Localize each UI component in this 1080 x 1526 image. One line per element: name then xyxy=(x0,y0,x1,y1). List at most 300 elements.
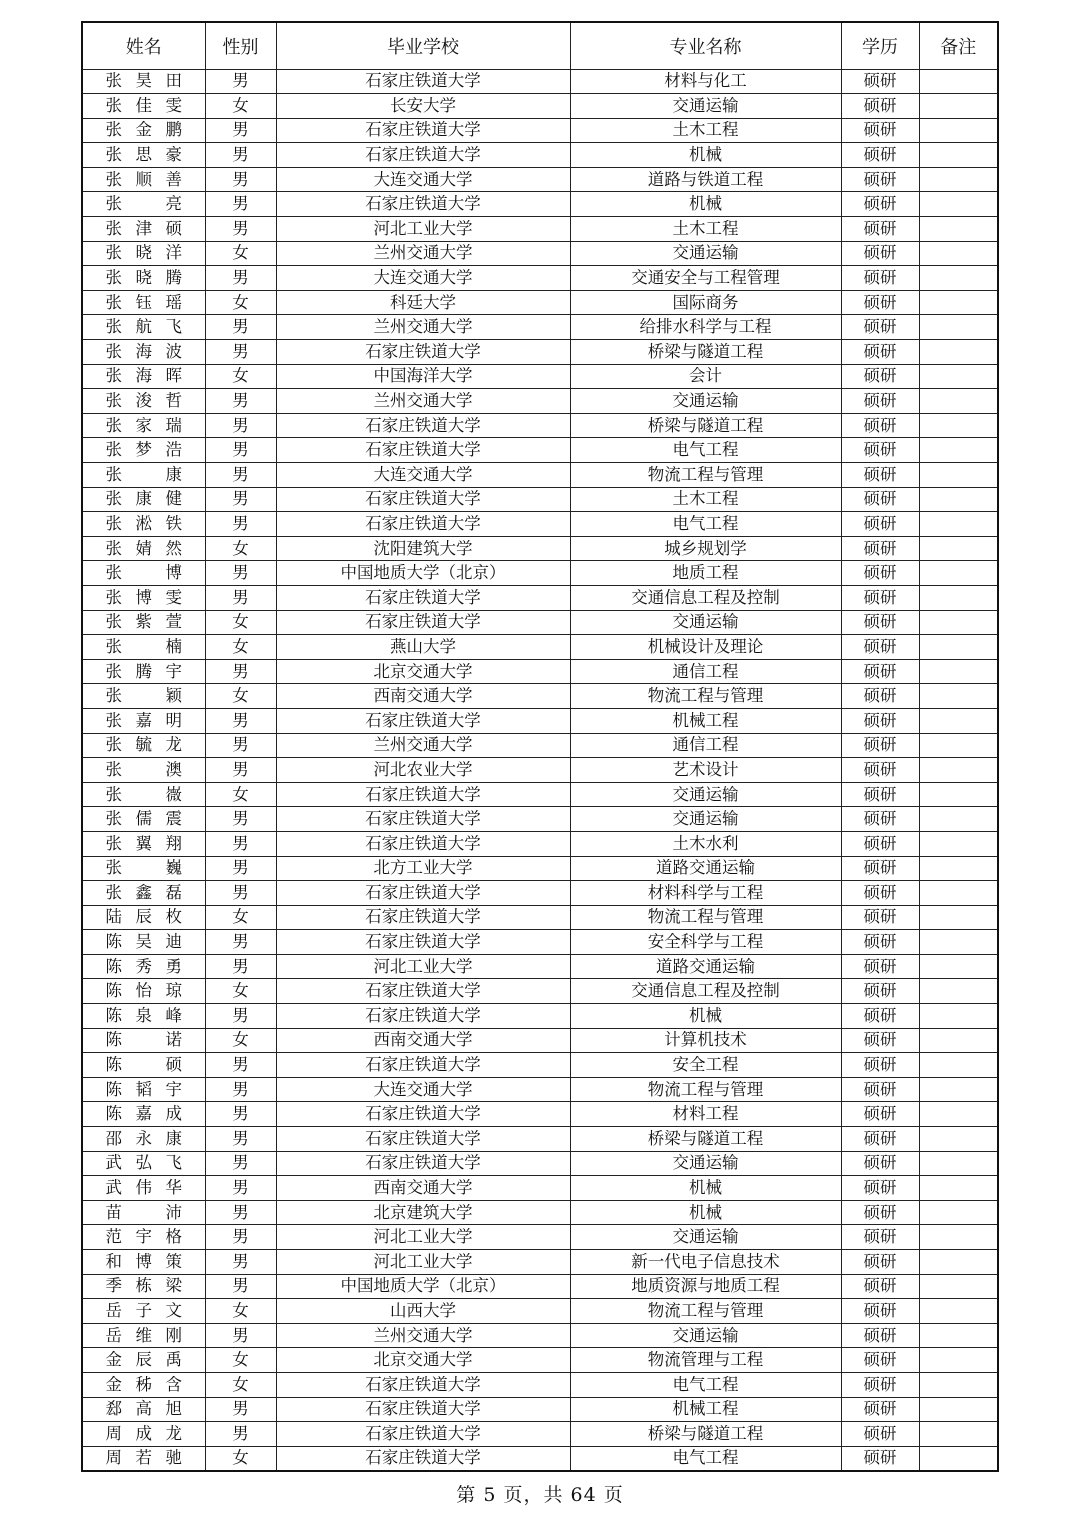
name-cell xyxy=(82,1397,205,1422)
school-cell: 石家庄铁道大学 xyxy=(276,1151,570,1176)
table-row xyxy=(82,167,998,192)
name-cell xyxy=(82,561,205,586)
table-row xyxy=(82,241,998,266)
remark-cell xyxy=(919,118,998,143)
remark-cell xyxy=(919,1274,998,1299)
degree-cell: 硕研 xyxy=(841,1004,919,1029)
gender-cell: 男 xyxy=(205,1127,276,1152)
table-row xyxy=(82,94,998,119)
school-cell: 大连交通大学 xyxy=(276,1077,570,1102)
school-cell: 石家庄铁道大学 xyxy=(276,143,570,168)
school-cell: 兰州交通大学 xyxy=(276,389,570,414)
table-row xyxy=(82,340,998,365)
degree-cell: 硕研 xyxy=(841,610,919,635)
person-name: 金 辰 禹 xyxy=(105,1350,182,1370)
name-cell xyxy=(82,413,205,438)
degree-cell: 硕研 xyxy=(841,438,919,463)
remark-cell xyxy=(919,192,998,217)
gender-cell: 女 xyxy=(205,1446,276,1471)
table-row xyxy=(82,856,998,881)
school-cell: 石家庄铁道大学 xyxy=(276,192,570,217)
gender-cell: 男 xyxy=(205,487,276,512)
major-cell: 交通运输 xyxy=(570,610,841,635)
table-row xyxy=(82,610,998,635)
major-cell: 安全工程 xyxy=(570,1053,841,1078)
header-gender: 性别 xyxy=(205,22,276,69)
name-cell xyxy=(82,290,205,315)
name-cell xyxy=(82,364,205,389)
remark-cell xyxy=(919,1397,998,1422)
name-cell xyxy=(82,143,205,168)
degree-cell: 硕研 xyxy=(841,807,919,832)
person-name: 苗 沛 xyxy=(105,1202,182,1222)
table-row xyxy=(82,438,998,463)
name-cell xyxy=(82,1127,205,1152)
name-cell xyxy=(82,1004,205,1029)
remark-cell xyxy=(919,856,998,881)
remark-cell xyxy=(919,1028,998,1053)
table-row xyxy=(82,1200,998,1225)
school-cell: 石家庄铁道大学 xyxy=(276,1053,570,1078)
person-name: 张 淞 铁 xyxy=(105,513,182,533)
school-cell: 北京交通大学 xyxy=(276,1348,570,1373)
major-cell: 地质资源与地质工程 xyxy=(570,1274,841,1299)
major-cell: 物流工程与管理 xyxy=(570,463,841,488)
degree-cell: 硕研 xyxy=(841,118,919,143)
table-row xyxy=(82,1250,998,1275)
remark-cell xyxy=(919,979,998,1004)
major-cell: 土木工程 xyxy=(570,487,841,512)
table-row xyxy=(82,807,998,832)
major-cell: 国际商务 xyxy=(570,290,841,315)
table-row xyxy=(82,1225,998,1250)
school-cell: 中国地质大学（北京） xyxy=(276,1274,570,1299)
person-name: 邵 永 康 xyxy=(105,1128,182,1148)
degree-cell: 硕研 xyxy=(841,635,919,660)
header-degree: 学历 xyxy=(841,22,919,69)
table-row xyxy=(82,905,998,930)
degree-cell: 硕研 xyxy=(841,659,919,684)
major-cell: 材料科学与工程 xyxy=(570,881,841,906)
remark-cell xyxy=(919,512,998,537)
school-cell: 石家庄铁道大学 xyxy=(276,979,570,1004)
remark-cell xyxy=(919,364,998,389)
name-cell xyxy=(82,954,205,979)
person-name: 张 佳 雯 xyxy=(105,95,182,115)
major-cell: 给排水科学与工程 xyxy=(570,315,841,340)
school-cell: 石家庄铁道大学 xyxy=(276,881,570,906)
major-cell: 交通运输 xyxy=(570,1323,841,1348)
table-row xyxy=(82,1422,998,1447)
major-cell: 新一代电子信息技术 xyxy=(570,1250,841,1275)
gender-cell: 女 xyxy=(205,979,276,1004)
name-cell xyxy=(82,1372,205,1397)
remark-cell xyxy=(919,758,998,783)
school-cell: 石家庄铁道大学 xyxy=(276,1127,570,1152)
remark-cell xyxy=(919,536,998,561)
table-row xyxy=(82,413,998,438)
gender-cell: 男 xyxy=(205,413,276,438)
name-cell xyxy=(82,389,205,414)
major-cell: 通信工程 xyxy=(570,733,841,758)
table-row xyxy=(82,954,998,979)
person-name: 张 钰 瑶 xyxy=(105,292,182,312)
person-name: 张 颖 xyxy=(105,686,182,706)
school-cell: 石家庄铁道大学 xyxy=(276,487,570,512)
school-cell: 石家庄铁道大学 xyxy=(276,807,570,832)
person-name: 武 弘 飞 xyxy=(105,1153,182,1173)
major-cell: 机械 xyxy=(570,1004,841,1029)
remark-cell xyxy=(919,1422,998,1447)
school-cell: 山西大学 xyxy=(276,1299,570,1324)
remark-cell xyxy=(919,290,998,315)
school-cell: 石家庄铁道大学 xyxy=(276,1102,570,1127)
school-cell: 石家庄铁道大学 xyxy=(276,413,570,438)
degree-cell: 硕研 xyxy=(841,1422,919,1447)
gender-cell: 男 xyxy=(205,1323,276,1348)
remark-cell xyxy=(919,1176,998,1201)
major-cell: 桥梁与隧道工程 xyxy=(570,1422,841,1447)
remark-cell xyxy=(919,831,998,856)
school-cell: 石家庄铁道大学 xyxy=(276,831,570,856)
remark-cell xyxy=(919,487,998,512)
gender-cell: 男 xyxy=(205,954,276,979)
table-row xyxy=(82,217,998,242)
remark-cell xyxy=(919,684,998,709)
school-cell: 河北工业大学 xyxy=(276,1250,570,1275)
major-cell: 交通信息工程及控制 xyxy=(570,585,841,610)
gender-cell: 男 xyxy=(205,217,276,242)
person-name: 张 巍 xyxy=(105,858,182,878)
person-name: 陈 泉 峰 xyxy=(105,1005,182,1025)
remark-cell xyxy=(919,733,998,758)
gender-cell: 男 xyxy=(205,1151,276,1176)
name-cell xyxy=(82,1422,205,1447)
person-name: 周 成 龙 xyxy=(105,1423,182,1443)
name-cell xyxy=(82,340,205,365)
remark-cell xyxy=(919,413,998,438)
gender-cell: 男 xyxy=(205,167,276,192)
degree-cell: 硕研 xyxy=(841,463,919,488)
gender-cell: 男 xyxy=(205,1053,276,1078)
remark-cell xyxy=(919,1348,998,1373)
degree-cell: 硕研 xyxy=(841,290,919,315)
person-name: 张 康 xyxy=(105,464,182,484)
name-cell xyxy=(82,536,205,561)
name-cell xyxy=(82,831,205,856)
table-row xyxy=(82,831,998,856)
name-cell xyxy=(82,930,205,955)
header-school: 毕业学校 xyxy=(276,22,570,69)
gender-cell: 男 xyxy=(205,758,276,783)
name-cell xyxy=(82,1176,205,1201)
person-name: 岳 子 文 xyxy=(105,1300,182,1320)
person-name: 陈 硕 xyxy=(105,1055,182,1075)
remark-cell xyxy=(919,69,998,94)
degree-cell: 硕研 xyxy=(841,1200,919,1225)
table-row xyxy=(82,1446,998,1471)
degree-cell: 硕研 xyxy=(841,1077,919,1102)
table-row xyxy=(82,1053,998,1078)
name-cell xyxy=(82,635,205,660)
table-row xyxy=(82,1397,998,1422)
remark-cell xyxy=(919,954,998,979)
name-cell xyxy=(82,69,205,94)
gender-cell: 男 xyxy=(205,856,276,881)
degree-cell: 硕研 xyxy=(841,512,919,537)
table-body xyxy=(82,69,998,1471)
gender-cell: 男 xyxy=(205,118,276,143)
major-cell: 机械工程 xyxy=(570,1397,841,1422)
remark-cell xyxy=(919,635,998,660)
table-row xyxy=(82,1299,998,1324)
table-row xyxy=(82,118,998,143)
remark-cell xyxy=(919,143,998,168)
remark-cell xyxy=(919,1250,998,1275)
person-name: 陈 韬 宇 xyxy=(105,1079,182,1099)
degree-cell: 硕研 xyxy=(841,1102,919,1127)
person-name: 张 思 豪 xyxy=(105,145,182,165)
degree-cell: 硕研 xyxy=(841,1151,919,1176)
person-name: 范 宇 格 xyxy=(105,1227,182,1247)
school-cell: 河北工业大学 xyxy=(276,217,570,242)
school-cell: 石家庄铁道大学 xyxy=(276,1446,570,1471)
gender-cell: 女 xyxy=(205,610,276,635)
remark-cell xyxy=(919,1053,998,1078)
table-row xyxy=(82,585,998,610)
degree-cell: 硕研 xyxy=(841,1274,919,1299)
person-name: 张 嘉 明 xyxy=(105,710,182,730)
gender-cell: 男 xyxy=(205,266,276,291)
table-row xyxy=(82,143,998,168)
school-cell: 石家庄铁道大学 xyxy=(276,930,570,955)
major-cell: 土木工程 xyxy=(570,118,841,143)
gender-cell: 男 xyxy=(205,585,276,610)
remark-cell xyxy=(919,241,998,266)
major-cell: 交通运输 xyxy=(570,241,841,266)
person-name: 张 儒 震 xyxy=(105,809,182,829)
major-cell: 交通运输 xyxy=(570,1225,841,1250)
gender-cell: 男 xyxy=(205,1176,276,1201)
school-cell: 河北工业大学 xyxy=(276,954,570,979)
table-row xyxy=(82,733,998,758)
degree-cell: 硕研 xyxy=(841,340,919,365)
major-cell: 道路交通运输 xyxy=(570,954,841,979)
gender-cell: 男 xyxy=(205,192,276,217)
major-cell: 道路交通运输 xyxy=(570,856,841,881)
major-cell: 交通安全与工程管理 xyxy=(570,266,841,291)
gender-cell: 男 xyxy=(205,708,276,733)
table-row xyxy=(82,1102,998,1127)
name-cell xyxy=(82,659,205,684)
degree-cell: 硕研 xyxy=(841,856,919,881)
major-cell: 电气工程 xyxy=(570,1372,841,1397)
major-cell: 会计 xyxy=(570,364,841,389)
remark-cell xyxy=(919,1372,998,1397)
name-cell xyxy=(82,487,205,512)
remark-cell xyxy=(919,315,998,340)
person-name: 张 航 飞 xyxy=(105,317,182,337)
school-cell: 石家庄铁道大学 xyxy=(276,340,570,365)
gender-cell: 男 xyxy=(205,659,276,684)
remark-cell xyxy=(919,1446,998,1471)
school-cell: 大连交通大学 xyxy=(276,463,570,488)
degree-cell: 硕研 xyxy=(841,1348,919,1373)
remark-cell xyxy=(919,561,998,586)
table-row xyxy=(82,315,998,340)
name-cell xyxy=(82,1274,205,1299)
name-cell xyxy=(82,856,205,881)
table-row xyxy=(82,881,998,906)
table-row xyxy=(82,1004,998,1029)
person-name: 张 金 鹏 xyxy=(105,120,182,140)
school-cell: 石家庄铁道大学 xyxy=(276,905,570,930)
remark-cell xyxy=(919,167,998,192)
remark-cell xyxy=(919,905,998,930)
major-cell: 土木水利 xyxy=(570,831,841,856)
school-cell: 石家庄铁道大学 xyxy=(276,1372,570,1397)
school-cell: 西南交通大学 xyxy=(276,1176,570,1201)
school-cell: 石家庄铁道大学 xyxy=(276,782,570,807)
remark-cell xyxy=(919,807,998,832)
degree-cell: 硕研 xyxy=(841,1127,919,1152)
degree-cell: 硕研 xyxy=(841,94,919,119)
school-cell: 石家庄铁道大学 xyxy=(276,118,570,143)
table-row xyxy=(82,1028,998,1053)
name-cell xyxy=(82,585,205,610)
table-row xyxy=(82,1348,998,1373)
major-cell: 物流工程与管理 xyxy=(570,1077,841,1102)
school-cell: 石家庄铁道大学 xyxy=(276,512,570,537)
table-row xyxy=(82,69,998,94)
school-cell: 中国海洋大学 xyxy=(276,364,570,389)
name-cell xyxy=(82,758,205,783)
remark-cell xyxy=(919,217,998,242)
remark-cell xyxy=(919,1225,998,1250)
person-name: 张 昊 田 xyxy=(105,71,182,91)
major-cell: 交通运输 xyxy=(570,1151,841,1176)
name-cell xyxy=(82,782,205,807)
person-name: 张 海 晖 xyxy=(105,366,182,386)
degree-cell: 硕研 xyxy=(841,364,919,389)
gender-cell: 男 xyxy=(205,831,276,856)
degree-cell: 硕研 xyxy=(841,1299,919,1324)
gender-cell: 男 xyxy=(205,69,276,94)
table-row xyxy=(82,1323,998,1348)
major-cell: 计算机技术 xyxy=(570,1028,841,1053)
school-cell: 燕山大学 xyxy=(276,635,570,660)
person-name: 季 栋 梁 xyxy=(105,1276,182,1296)
person-name: 张 家 瑞 xyxy=(105,415,182,435)
name-cell xyxy=(82,979,205,1004)
major-cell: 交通运输 xyxy=(570,782,841,807)
person-name: 张 晓 洋 xyxy=(105,243,182,263)
gender-cell: 女 xyxy=(205,290,276,315)
table-row xyxy=(82,1127,998,1152)
gender-cell: 男 xyxy=(205,1422,276,1447)
major-cell: 桥梁与隧道工程 xyxy=(570,340,841,365)
gender-cell: 女 xyxy=(205,1348,276,1373)
school-cell: 大连交通大学 xyxy=(276,266,570,291)
school-cell: 石家庄铁道大学 xyxy=(276,610,570,635)
name-cell xyxy=(82,315,205,340)
name-cell xyxy=(82,807,205,832)
person-name: 岳 维 刚 xyxy=(105,1325,182,1345)
major-cell: 物流管理与工程 xyxy=(570,1348,841,1373)
table-row xyxy=(82,487,998,512)
name-cell xyxy=(82,1151,205,1176)
degree-cell: 硕研 xyxy=(841,708,919,733)
major-cell: 通信工程 xyxy=(570,659,841,684)
gender-cell: 男 xyxy=(205,1225,276,1250)
degree-cell: 硕研 xyxy=(841,167,919,192)
degree-cell: 硕研 xyxy=(841,389,919,414)
table-row xyxy=(82,266,998,291)
gender-cell: 男 xyxy=(205,340,276,365)
school-cell: 兰州交通大学 xyxy=(276,241,570,266)
degree-cell: 硕研 xyxy=(841,1250,919,1275)
major-cell: 土木工程 xyxy=(570,217,841,242)
major-cell: 交通运输 xyxy=(570,389,841,414)
remark-cell xyxy=(919,463,998,488)
school-cell: 石家庄铁道大学 xyxy=(276,585,570,610)
gender-cell: 男 xyxy=(205,807,276,832)
gender-cell: 女 xyxy=(205,1372,276,1397)
gender-cell: 男 xyxy=(205,1077,276,1102)
gender-cell: 女 xyxy=(205,635,276,660)
gender-cell: 男 xyxy=(205,463,276,488)
person-name: 张 海 波 xyxy=(105,341,182,361)
person-name: 张 顺 善 xyxy=(105,169,182,189)
degree-cell: 硕研 xyxy=(841,1323,919,1348)
remark-cell xyxy=(919,1102,998,1127)
school-cell: 大连交通大学 xyxy=(276,167,570,192)
school-cell: 兰州交通大学 xyxy=(276,1323,570,1348)
school-cell: 北京建筑大学 xyxy=(276,1200,570,1225)
gender-cell: 男 xyxy=(205,1200,276,1225)
major-cell: 安全科学与工程 xyxy=(570,930,841,955)
name-cell xyxy=(82,905,205,930)
degree-cell: 硕研 xyxy=(841,831,919,856)
gender-cell: 男 xyxy=(205,438,276,463)
name-cell xyxy=(82,1250,205,1275)
name-cell xyxy=(82,1028,205,1053)
person-name: 张 浚 哲 xyxy=(105,391,182,411)
major-cell: 艺术设计 xyxy=(570,758,841,783)
remark-cell xyxy=(919,1299,998,1324)
major-cell: 机械工程 xyxy=(570,708,841,733)
school-cell: 河北农业大学 xyxy=(276,758,570,783)
major-cell: 桥梁与隧道工程 xyxy=(570,413,841,438)
table-row xyxy=(82,290,998,315)
degree-cell: 硕研 xyxy=(841,758,919,783)
school-cell: 石家庄铁道大学 xyxy=(276,1397,570,1422)
name-cell xyxy=(82,610,205,635)
person-name: 张 腾 宇 xyxy=(105,661,182,681)
table-row xyxy=(82,512,998,537)
degree-cell: 硕研 xyxy=(841,266,919,291)
person-name: 金 秭 含 xyxy=(105,1374,182,1394)
school-cell: 石家庄铁道大学 xyxy=(276,1422,570,1447)
gender-cell: 女 xyxy=(205,684,276,709)
degree-cell: 硕研 xyxy=(841,315,919,340)
major-cell: 地质工程 xyxy=(570,561,841,586)
school-cell: 科廷大学 xyxy=(276,290,570,315)
remark-cell xyxy=(919,1323,998,1348)
remark-cell xyxy=(919,708,998,733)
gender-cell: 女 xyxy=(205,536,276,561)
major-cell: 电气工程 xyxy=(570,438,841,463)
